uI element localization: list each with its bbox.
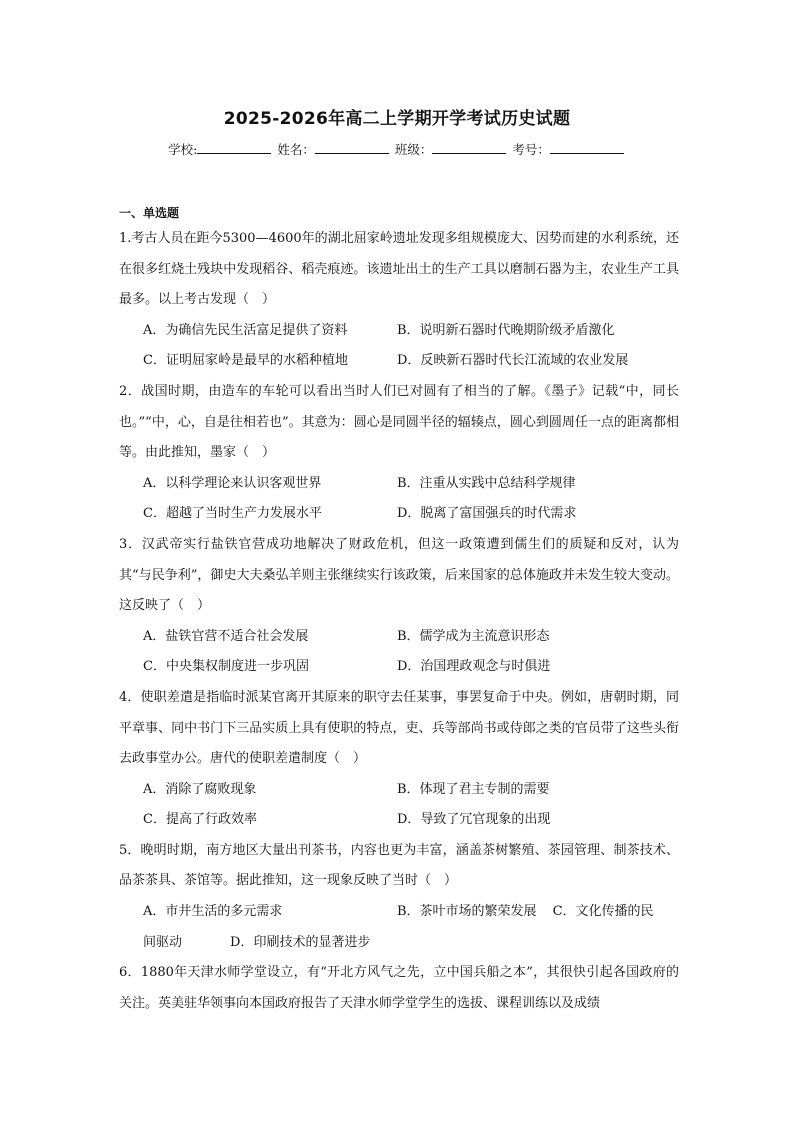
- options-row: [119, 775, 679, 806]
- option-b: B．说明新石器时代晚期阶级矛盾激化: [397, 322, 615, 338]
- options-row: [119, 316, 679, 347]
- exam-number-field[interactable]: [550, 140, 624, 154]
- option-d: D．导致了冗官现象的出现: [397, 812, 551, 828]
- option-b: B．儒学成为主流意识形态: [397, 628, 550, 644]
- option-a: A．市井生活的多元需求: [143, 904, 283, 920]
- options-row: [119, 499, 679, 530]
- option-d: D．治国理政观念与时俱进: [397, 659, 551, 675]
- class-label: 班级：: [394, 142, 433, 157]
- option-c: C．证明屈家岭是最早的水稻种植地: [143, 353, 348, 369]
- option-a: A．为确信先民生活富足提供了资料: [143, 322, 348, 338]
- option-a: A．盐铁官营不适合社会发展: [143, 628, 309, 644]
- options-row: [119, 622, 679, 653]
- option-b: B．注重从实践中总结科学规律: [397, 475, 576, 491]
- question-stem-3: 3．汉武帝实行盐铁官营成功地解决了财政危机，但这一政策遭到儒生们的质疑和反对，认为其“与民争利”，御史大夫桑弘羊则主张继续实行该政策，后来国家的总体施政并未发生较大变动。这反映了（ ）: [119, 536, 679, 614]
- option-a: A．消除了腐败现象: [143, 781, 257, 797]
- options-row: [119, 897, 679, 928]
- exam-title: 2025-2026年高二上学期开学考试历史试题: [223, 109, 571, 129]
- class-field[interactable]: [432, 140, 506, 154]
- options-row: [119, 469, 679, 500]
- option-c: C．中央集权制度进一步巩固: [143, 659, 309, 675]
- option-c: C．文化传播的民: [552, 904, 654, 920]
- school-label: 学校:: [168, 142, 198, 157]
- questions-list: [119, 224, 679, 1019]
- question-stem-4: 4．使职差遣是指临时派某官离开其原来的职守去任某事，事罢复命于中央。例如，唐朝时期，同平章事、同中书门下三品实质上具有使职的特点，吏、兵等部尚书或侍郎之类的官员带了这些头衔去政事堂办公。唐代的使职差遣制度（ ）: [119, 689, 679, 767]
- student-info-line: [0, 140, 794, 158]
- option-b: B．茶叶市场的繁荣发展: [397, 904, 537, 920]
- question-stem-5: 5．晚明时期，南方地区大量出刊茶书，内容也更为丰富，涵盖茶树繁殖、茶园管理、制茶技术、品茶茶具、茶馆等。据此推知，这一现象反映了当时（ ）: [119, 842, 679, 889]
- options-row: [119, 652, 679, 683]
- exam-number-label: 考号：: [512, 142, 550, 157]
- question-stem-2: 2．战国时期，由造车的车轮可以看出当时人们已对圆有了相当的了解。《墨子》记载“中，同长也。”“中，心，自是往相若也”。其意为：圆心是同圆半径的辐辏点，圆心到圆周任一点的距离都相等。由此推知，墨家（ ）: [119, 383, 679, 461]
- section-title: 一、单选题: [119, 206, 180, 220]
- option-c: C．提高了行政效率: [143, 812, 257, 828]
- option-c-continued: 间驱动: [143, 934, 183, 950]
- options-row: [119, 805, 679, 836]
- option-c: C．超越了当时生产力发展水平: [143, 506, 322, 522]
- name-label: 姓名：: [277, 142, 315, 157]
- name-field[interactable]: [315, 140, 389, 154]
- school-field[interactable]: [197, 140, 271, 154]
- option-d: D．反映新石器时代长江流域的农业发展: [397, 353, 629, 369]
- option-a: A．以科学理论来认识客观世界: [143, 475, 322, 491]
- question-stem-1: 1.考古人员在距今5300—4600年的湖北屈家岭遗址发现多组规模庞大、因势而建的水利系统，还在很多红烧土残块中发现稻谷、稻壳痕迹。该遗址出土的生产工具以磨制石器为主，农业生产工具最多。以上考古发现（ ）: [119, 231, 679, 308]
- options-row: [119, 346, 679, 377]
- option-d: D．印刷技术的显著进步: [230, 934, 371, 950]
- options-row: [119, 928, 679, 959]
- option-d: D．脱离了富国强兵的时代需求: [397, 506, 577, 522]
- option-b: B．体现了君主专制的需要: [397, 781, 550, 797]
- question-stem-6: 6．1880年天津水师学堂设立，有“开北方风气之先，立中国兵船之本”，其很快引起各国政府的关注。英美驻华领事向本国政府报告了天津水师学堂学生的选拔、课程训练以及成绩: [119, 965, 679, 1011]
